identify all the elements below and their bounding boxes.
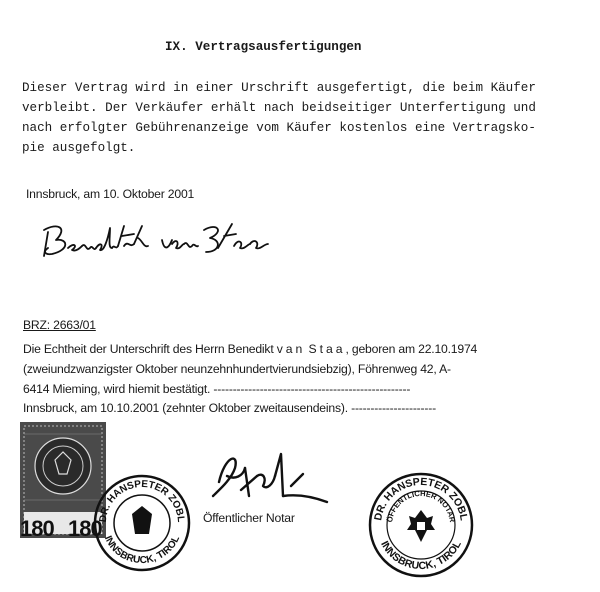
- certification-line: 6414 Mieming, wird hiemit bestätigt. ---------------------------------------------------: [23, 382, 411, 396]
- fiscal-stamp-value: 180: [68, 516, 102, 541]
- paragraph-line: nach erfolgter Gebührenanzeige vom Käufer kostenlos eine Vertragsko-: [22, 121, 536, 135]
- notary-seal-icon: [92, 470, 192, 576]
- certification-line: Die Echtheit der Unterschrift des Herrn Benedikt v a n S t a a , geboren am 22.10.1974: [23, 342, 478, 356]
- certification-line: Innsbruck, am 10.10.2001 (zehnter Oktober zweitausendeins). ----------------------: [23, 401, 436, 415]
- notary-seal-icon: [368, 470, 474, 580]
- place-date: Innsbruck, am 10. Oktober 2001: [26, 187, 195, 201]
- certification-line: (zweiundzwanzigster Oktober neunzehnhundertvierundsiebzig), Föhrenweg 42, A-: [23, 362, 451, 376]
- paragraph-line: pie ausgefolgt.: [22, 141, 136, 155]
- notary-label: Öffentlicher Notar: [203, 511, 295, 525]
- seal-text-bottom: INNSBRUCK, TIROL: [101, 534, 183, 567]
- notary-signature: [205, 446, 335, 510]
- seal-text-mid: ÖFFENTLICHER NOTAR: [385, 488, 457, 523]
- paragraph-line: Dieser Vertrag wird in einer Urschrift ausgefertigt, die beim Käufer: [22, 81, 536, 95]
- seal-text-bottom: INNSBRUCK, TIROL: [378, 538, 464, 573]
- paragraph-line: verbleibt. Der Verkäufer erhält nach beidseitiger Unterfertigung und: [22, 101, 536, 115]
- fiscal-stamp-value: 180: [20, 516, 54, 541]
- seal-text-top: DR. HANSPETER ZOBL: [97, 478, 187, 523]
- section-heading: IX. Vertragsausfertigungen: [165, 40, 362, 54]
- seal-text-top: DR. HANSPETER ZOBL: [372, 475, 470, 522]
- brz-number: BRZ: 2663/01: [23, 318, 96, 332]
- buyer-signature: [38, 218, 278, 268]
